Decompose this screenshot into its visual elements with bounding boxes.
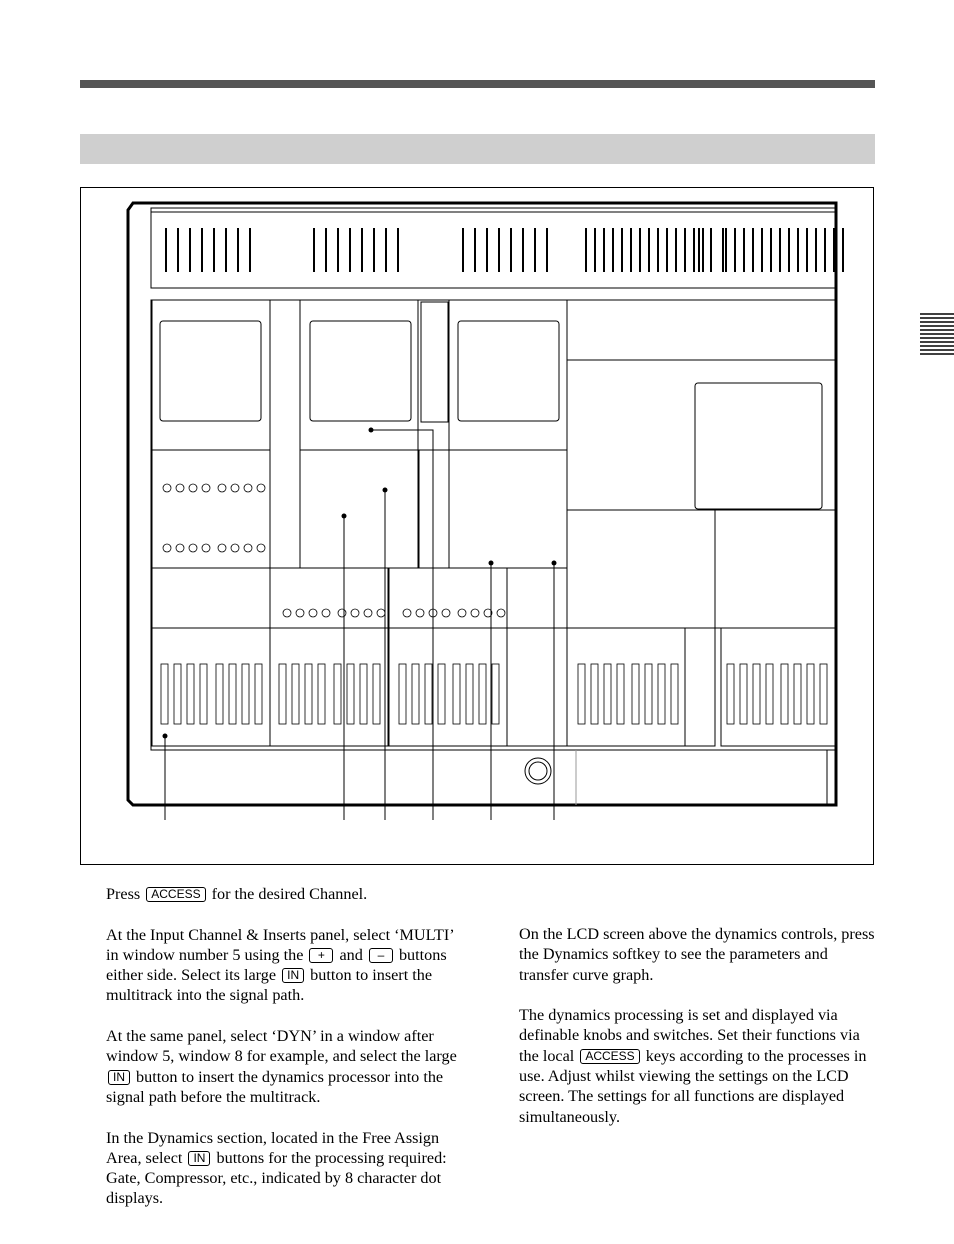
- fader-slot: [399, 664, 406, 724]
- in-key: IN: [108, 1070, 130, 1085]
- knob: [163, 484, 171, 492]
- step-3: [106, 1026, 466, 1107]
- fader-slot: [279, 664, 286, 724]
- fader-slot: [318, 664, 325, 724]
- fader-slot: [632, 664, 639, 724]
- fader-slot: [820, 664, 827, 724]
- fader-slot: [412, 664, 419, 724]
- step-5-text: On the LCD screen above the dynamics controls, press the Dynamics softkey to see the parameters and transfer curve graph.: [519, 925, 875, 984]
- fader-slot: [794, 664, 801, 724]
- knob: [338, 609, 346, 617]
- step-2-text-c: buttons either side. Select its large: [106, 945, 447, 985]
- fader-slot: [174, 664, 181, 724]
- console-diagram: [81, 188, 875, 866]
- knob: [377, 609, 385, 617]
- fader-slot: [466, 664, 473, 724]
- knob: [403, 609, 411, 617]
- step-6: [519, 1005, 879, 1127]
- knob: [244, 484, 252, 492]
- fader-slot: [255, 664, 262, 724]
- knob: [497, 609, 505, 617]
- fader-slot: [479, 664, 486, 724]
- knob: [364, 609, 372, 617]
- fader-slot: [658, 664, 665, 724]
- fader-slot: [727, 664, 734, 724]
- step-6-text-b: keys according to the processes in use. Adjust whilst viewing the settings on the LCD screen. The settings for all functions are displayed simultaneously.: [519, 1046, 867, 1126]
- fader-slot: [200, 664, 207, 724]
- fader-slot: [578, 664, 585, 724]
- access-key: ACCESS: [580, 1049, 639, 1064]
- step-2-text-b: and: [339, 945, 363, 964]
- fader-slot: [781, 664, 788, 724]
- knob: [163, 544, 171, 552]
- fader-slot: [438, 664, 445, 724]
- knob: [322, 609, 330, 617]
- instructions-left-column: [106, 884, 466, 1229]
- instructions-right-column: [519, 924, 879, 1147]
- knob: [283, 609, 291, 617]
- knob: [351, 609, 359, 617]
- fader-slot: [604, 664, 611, 724]
- fader-slot: [766, 664, 773, 724]
- step-2: [106, 925, 466, 1006]
- header-rule: [80, 80, 875, 88]
- fader-slot: [347, 664, 354, 724]
- fader-slot: [187, 664, 194, 724]
- step-2-text-a: At the Input Channel & Inserts panel, select ‘MULTI’ in window number 5 using the: [106, 925, 454, 964]
- fader-slot: [591, 664, 598, 724]
- knob: [218, 484, 226, 492]
- knob: [257, 544, 265, 552]
- knob: [218, 544, 226, 552]
- in-key: IN: [282, 968, 304, 983]
- fader-slot: [216, 664, 223, 724]
- fader-slot: [373, 664, 380, 724]
- step-4: [106, 1128, 466, 1209]
- knob: [309, 609, 317, 617]
- knob: [176, 544, 184, 552]
- step-4-text-a: In the Dynamics section, located in the Free Assign Area, select: [106, 1128, 440, 1167]
- knob: [244, 544, 252, 552]
- fader-slot: [645, 664, 652, 724]
- chapter-thumb-tab: [920, 312, 954, 356]
- knob: [202, 544, 210, 552]
- step-4-text-b: buttons for the processing required: Gate, Compressor, etc., indicated by 8 character dot displays.: [106, 1148, 447, 1208]
- knob: [231, 544, 239, 552]
- knob: [202, 484, 210, 492]
- knob: [189, 484, 197, 492]
- fader-slot: [242, 664, 249, 724]
- fader-slot: [292, 664, 299, 724]
- knob: [442, 609, 450, 617]
- knob: [458, 609, 466, 617]
- fader-slot: [360, 664, 367, 724]
- knob: [296, 609, 304, 617]
- fader-slot: [425, 664, 432, 724]
- fader-slot: [617, 664, 624, 724]
- plus-key: +: [309, 948, 333, 963]
- step-1: [106, 884, 466, 904]
- fader-slot: [492, 664, 499, 724]
- step-6-text-a: The dynamics processing is set and displayed via definable knobs and switches. Set their functions via the local: [519, 1006, 860, 1065]
- fader-slot: [305, 664, 312, 724]
- step-3-text-b: button to insert the dynamics processor into the signal path before the multitrack.: [106, 1067, 444, 1106]
- step-5: [519, 924, 879, 985]
- knob: [257, 484, 265, 492]
- knob: [471, 609, 479, 617]
- in-key: IN: [188, 1151, 210, 1166]
- fader-slot: [740, 664, 747, 724]
- minus-key: –: [369, 948, 393, 963]
- step-2-text-d: button to insert the multitrack into the signal path.: [106, 966, 433, 1005]
- knob: [416, 609, 424, 617]
- step-1-text-a: Press: [106, 885, 141, 903]
- fader-slot: [671, 664, 678, 724]
- step-1-text-b: for the desired Channel.: [211, 885, 368, 903]
- access-key: ACCESS: [146, 887, 205, 902]
- fader-slot: [807, 664, 814, 724]
- knob: [176, 484, 184, 492]
- fader-slot: [161, 664, 168, 724]
- knob: [231, 484, 239, 492]
- section-title-band: [80, 134, 875, 164]
- console-figure: [80, 187, 874, 865]
- fader-slot: [334, 664, 341, 724]
- fader-slot: [753, 664, 760, 724]
- fader-slot: [229, 664, 236, 724]
- fader-slot: [453, 664, 460, 724]
- step-3-text-a: At the same panel, select ‘DYN’ in a window after window 5, window 8 for example, and select the large: [106, 1027, 457, 1066]
- knob: [189, 544, 197, 552]
